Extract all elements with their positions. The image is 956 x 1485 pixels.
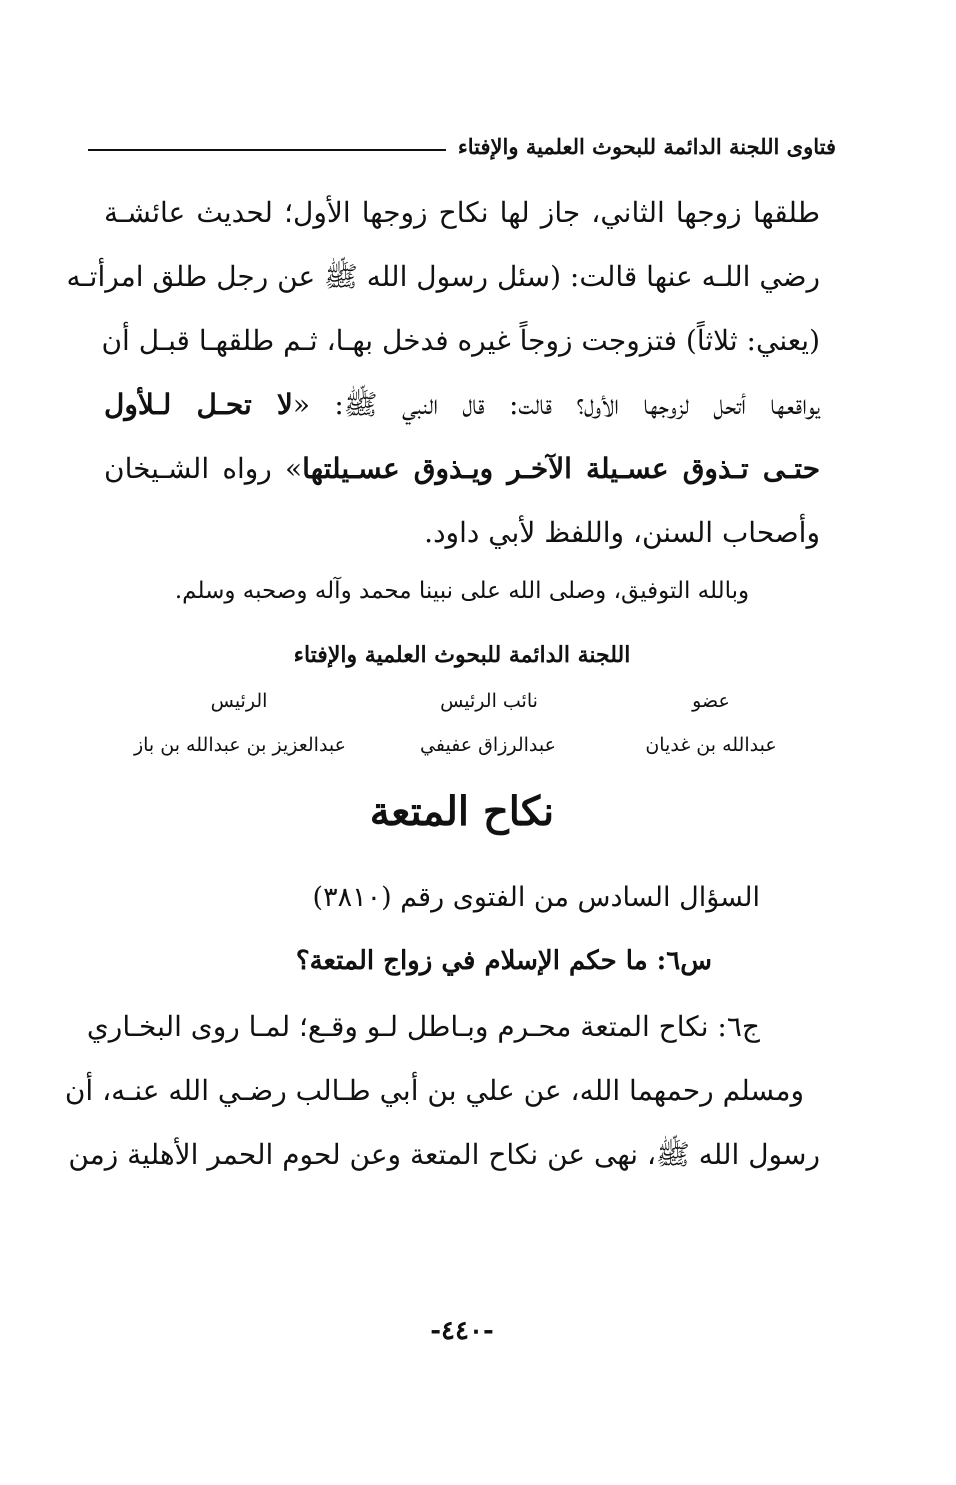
answer-line-3: رسول الله ﷺ، نهى عن نكاح المتعة وعن لحوم الحمر الأهلية زمن [68, 1138, 820, 1171]
signatory-role-vice-president: نائب الرئيس [440, 690, 538, 712]
hadith-quote-start: لا تحـل لـلأول [104, 388, 293, 421]
hadith-quote-end: حتـى تـذوق عسـيلة الآخـر ويـذوق عسـيلتها [302, 452, 820, 485]
committee-name: اللجنة الدائمة للبحوث العلمية والإفتاء [293, 642, 631, 668]
signatory-name-vice-president: عبدالرزاق عفيفي [420, 734, 556, 756]
header-title: فتاوى اللجنة الدائمة للبحوث العلمية والإفتاء [457, 133, 836, 159]
question-text: س٦: ما حكم الإسلام في زواج المتعة؟ [295, 946, 712, 976]
section-title: نكاح المتعة [369, 788, 555, 835]
page-number: -٤٤٠- [430, 1316, 494, 1346]
running-header [88, 126, 836, 166]
paragraph-line-3: (يعني: ثلاثاً) فتزوجت زوجاً غيره فدخل بهـا، ثـم طلقهـا قبـل أن [101, 324, 820, 357]
signatory-role-member: عضو [692, 690, 730, 712]
header-rule [88, 149, 446, 151]
paragraph-line-6: وأصحاب السنن، واللفظ لأبي داود. [424, 516, 820, 549]
signatory-name-president: عبدالعزيز بن عبدالله بن باز [133, 734, 347, 756]
signatory-name-member: عبدالله بن غديان [645, 734, 777, 756]
answer-line-2: ومسلم رحمهما الله، عن علي بن أبي طـالب رضـي الله عنـه، أن [64, 1074, 804, 1107]
paragraph-line-2: رضي اللـه عنها قالت: (سئل رسول الله ﷺ عن رجل طلق امرأتـه [66, 260, 820, 293]
answer-line-1: ج٦: نكاح المتعة محـرم وبـاطل لـو وقـع؛ لمـا روى البخـاري [86, 1010, 760, 1043]
paragraph-line-5-text: » رواه الشـيخان [104, 452, 303, 485]
question-reference: السؤال السادس من الفتوى رقم (٣٨١٠) [312, 882, 760, 913]
paragraph-line-4 [104, 388, 820, 428]
paragraph-line-5 [104, 452, 820, 485]
signatory-role-president: الرئيس [210, 690, 268, 712]
closing-text: وبالله التوفيق، وصلى الله على نبينا محمد وآله وصحبه وسلم. [174, 578, 750, 604]
paragraph-line-1: طلقها زوجها الثاني، جاز لها نكاح زوجها الأول؛ لحديث عائشـة [104, 196, 820, 229]
paragraph-line-4-text: يواقعها أتحل لزوجها الأول؟ قالت: قال النبي ﷺ: « [292, 388, 820, 421]
